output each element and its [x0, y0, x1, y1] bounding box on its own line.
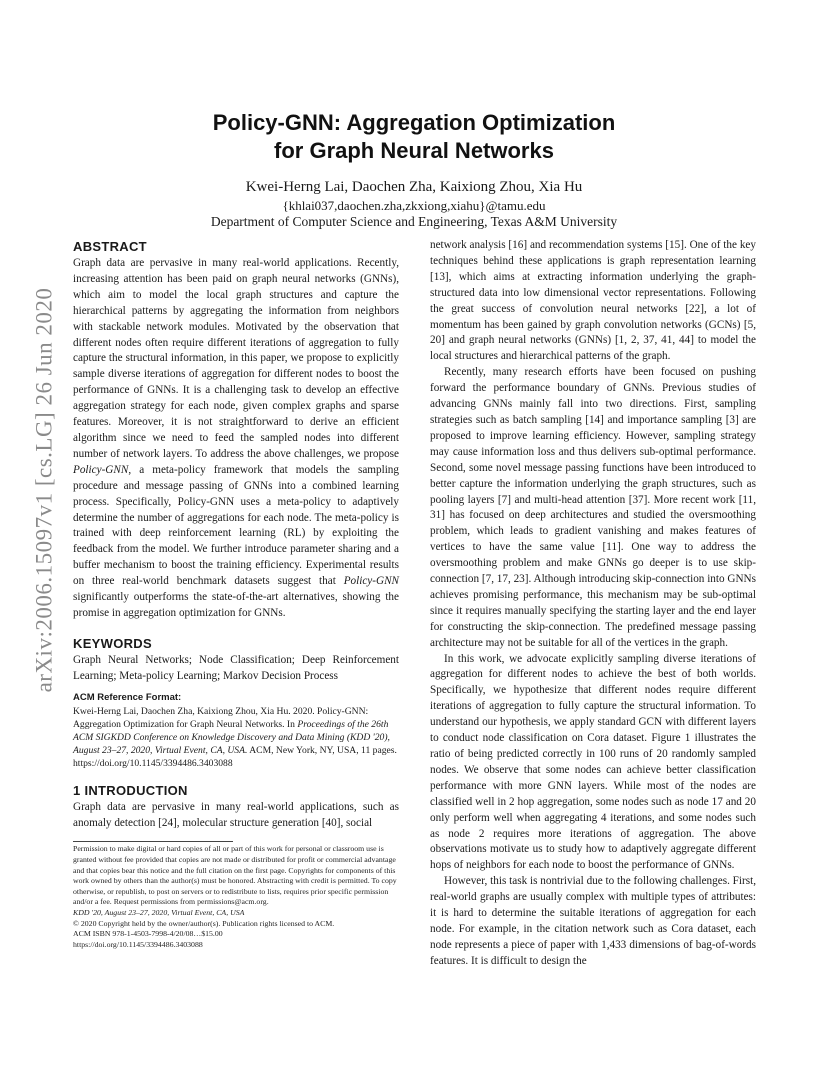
- intro-heading: 1 INTRODUCTION: [73, 782, 188, 798]
- title-line-1: Policy-GNN: Aggregation Optimization: [212, 110, 616, 135]
- affiliation: Department of Computer Science and Engineering, Texas A&M University: [210, 214, 618, 229]
- footnote-rule: [73, 841, 233, 842]
- permission-text: Permission to make digital or hard copies of all or part of this work for personal or classroom use is granted without fee provided that copies are not made or distributed for profit or commercial advantage and that copies bear this notice and the full citation on the first page. Copyrights for components of this work owned by others than the author(s) must be honored. Abstracting with credit is permitted. To copy otherwise, or republish, to post on servers or to redistribute to lists, requires prior specific permission and/or a fee. Request permissions from permissions@acm.org.: [73, 844, 397, 907]
- isbn-text: ACM ISBN 978-1-4503-7998-4/20/08…$15.00: [73, 929, 223, 939]
- doi-link[interactable]: https://doi.org/10.1145/3394486.3403088: [73, 939, 203, 949]
- intro-left-text: Graph data are pervasive in many real-world applications, such as anomaly detection [24], molecular structure generation [40], social: [73, 800, 399, 829]
- author-emails: {khlai037,daochen.zha,zkxiong,xiahu}@tamu.edu: [282, 198, 546, 213]
- copyright-text: © 2020 Copyright held by the owner/author(s). Publication rights licensed to ACM.: [73, 918, 335, 928]
- arxiv-stamp: [20, 287, 68, 693]
- permission-block: [73, 844, 399, 950]
- authors: Kwei-Herng Lai, Daochen Zha, Kaixiong Zhou, Xia Hu: [245, 179, 583, 195]
- abstract-heading: ABSTRACT: [73, 239, 147, 254]
- arxiv-stamp-text: arXiv:2006.15097v1 [cs.LG] 26 Jun 2020: [31, 287, 57, 693]
- keywords-text: Graph Neural Networks; Node Classification; Deep Reinforcement Learning; Meta-policy Learning; Markov Decision Process: [73, 653, 399, 682]
- intro-paragraph-3: In this work, we advocate explicitly sampling diverse iterations of aggregation for different nodes to achieve the best of both worlds. Specifically, we hypothesize that different nodes require different iterations of aggregation to fully capture the structural information. To understand our hypothesis, we apply standard GCN with different layers to conduct node classification on Cora dataset. Figure 1 illustrates the ratio of being predicted correctly in 100 runs of 20 randomly sampled nodes. We observe that some nodes can achieve better classification performance with more GNN layers. While most of the nodes are classified well in 2 hop aggregation, some nodes such as node 17 and 20 only perform well when aggregating 4 iterations, and some nodes such as node 2 requires more iterations of aggregation. The above observations motivate us to study how to adaptively aggregate different hops of neighbors for each node to boost the performance of GNNs.: [430, 652, 756, 872]
- paper-title: [0, 109, 828, 165]
- left-column: [73, 238, 399, 950]
- intro-paragraph-2: Recently, many research efforts have been focused on pushing forward the performance boundary of GNNs. Previous studies of advancing GNNs mainly fall into two directions. First, sampling strategies such as batch sampling [14] and importance sampling [3] are proposed to improve learning efficiency. However, sampling strategy may cause information loss and thus delivers sub-optimal performance. Second, some novel message passing functions have been introduced to better capture the information underlying the graph structures, such as pooling layers [7] and multi-head attention [37]. More recent work [11, 31] has focused on deep architectures and studied the oversmoothing problem, which leads to gradient vanishing and makes features of vertices to have the same value [11]. One way to address the oversmoothing problem and make GNNs go deeper is to use skip-connection [7, 17, 23]. Although introducing skip-connection into GNNs achieves promising performance, this mechanism may be sub-optimal since it requires manually specifying the starting layer and the end layer for constructing the skip-connection. The predefined message passing architecture may not be suitable for all of the vertices in the graph.: [430, 366, 756, 649]
- acm-ref-text: Kwei-Herng Lai, Daochen Zha, Kaixiong Zhou, Xia Hu. 2020. Policy-GNN: Aggregation Optimization for Graph Neural Networks. In Proceedings of the 26th ACM SIGKDD Conference on Knowledge Discovery and Data Mining (KDD '20), August 23–27, 2020, Virtual Event, CA, USA. ACM, New York, NY, USA, 11 pages. https://doi.org/10.1145/3394486.3403088: [73, 705, 397, 769]
- conference-info: KDD '20, August 23–27, 2020, Virtual Event, CA, USA: [73, 908, 245, 918]
- intro-paragraph-4: However, this task is nontrivial due to the following challenges. First, real-world graphs are usually complex with multiple types of attributes: it is hard to determine the suitable iterations of aggregation for each node. For example, in the citation network such as Cora dataset, each node represents a piece of paper with 1,433 dimensions of bag-of-words features. It is difficult to design the: [430, 875, 756, 967]
- title-line-2: for Graph Neural Networks: [274, 138, 554, 163]
- abstract-text: Graph data are pervasive in many real-world applications. Recently, increasing attention has been paid on graph neural networks (GNNs), which aim to model the local graph structures and capture the hierarchical patterns by aggregating the information from neighbors with stackable network modules. Motivated by the observation that different nodes often require different iterations of aggregation to fully capture the structural information, in this paper, we propose to explicitly sample diverse iterations of aggregation for different nodes to boost the performance of GNNs. It is a challenging task to develop an effective aggregation strategy for each node, given complex graphs and sparse features. Moreover, it is not straightforward to derive an efficient algorithm since we need to feed the sampled nodes into different number of network layers. To address the above challenges, we propose Policy-GNN, a meta-policy framework that models the sampling procedure and message passing of GNNs into a combined learning process. Specifically, Policy-GNN uses a meta-policy to adaptively determine the number of aggregations for each node. The meta-policy is trained with deep reinforcement learning (RL) by exploiting the feedback from the model. We further introduce parameter sharing and a buffer mechanism to boost the training efficiency. Experimental results on three real-world benchmark datasets suggest that Policy-GNN significantly outperforms the state-of-the-art alternatives, showing the promise in aggregation optimization for GNNs.: [73, 257, 399, 619]
- right-column: [430, 238, 756, 970]
- acm-ref-heading: ACM Reference Format:: [73, 691, 182, 703]
- keywords-heading: KEYWORDS: [73, 635, 152, 651]
- intro-paragraph-1: network analysis [16] and recommendation systems [15]. One of the key techniques behind these applications is graph representation learning [13], which aims at extracting information underlying the graph-structured data into low dimensional vector representations. Following the great success of convolution neural networks [22], a lot of momentum has been gained by graph convolution networks (GCNs) [5, 20] and graph neural networks (GNNs) [1, 2, 37, 41, 44] to model the local structures and hierarchical patterns of the graph.: [430, 239, 756, 363]
